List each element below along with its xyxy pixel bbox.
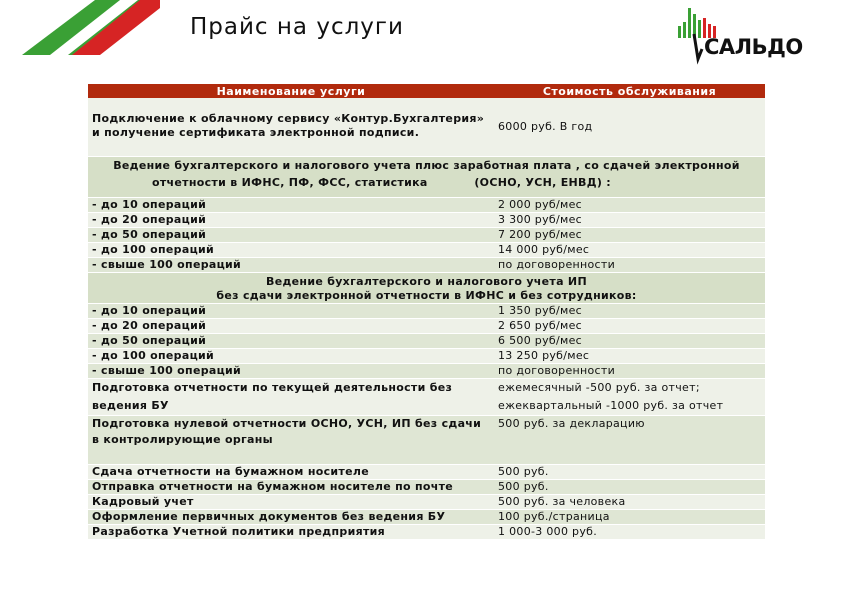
- service-name: - до 100 операций: [88, 349, 494, 364]
- section-title-line2b: (ОСНО, УСН, ЕНВД) :: [474, 176, 611, 189]
- table-row: [88, 349, 765, 364]
- table-row: [88, 319, 765, 334]
- service-name: Отправка отчетности на бумажном носителе по почте: [88, 480, 494, 495]
- service-name: - до 50 операций: [88, 228, 494, 243]
- service-price: 500 руб. за человека: [494, 495, 765, 510]
- logo-text: САЛЬДО: [704, 35, 803, 59]
- service-price: 2 000 руб/мес: [494, 198, 765, 213]
- section-title-line2a: отчетности в ИФНС, ПФ, ФСС, статистика: [152, 176, 428, 189]
- service-name: - до 10 операций: [88, 304, 494, 319]
- table-row: [88, 258, 765, 273]
- service-name: Кадровый учет: [88, 495, 494, 510]
- service-price: 1 350 руб/мес: [494, 304, 765, 319]
- service-price: по договоренности: [494, 364, 765, 379]
- service-name: - свыше 100 операций: [88, 258, 494, 273]
- service-name: Подготовка отчетности по текущей деятельности без ведения БУ: [88, 379, 494, 416]
- service-price: 7 200 руб/мес: [494, 228, 765, 243]
- page-title: Прайс на услуги: [190, 14, 404, 40]
- service-price: 100 руб./страница: [494, 510, 765, 525]
- table-row: [88, 510, 765, 525]
- service-name: - до 100 операций: [88, 243, 494, 258]
- service-name: Сдача отчетности на бумажном носителе: [88, 465, 494, 480]
- service-name: - до 10 операций: [88, 198, 494, 213]
- service-price: 500 руб.: [494, 480, 765, 495]
- service-name: Подготовка нулевой отчетности ОСНО, УСН, ИП без сдачи в контролирующие органы: [88, 416, 494, 465]
- section-title-line1: Ведение бухгалтерского и налогового учета ИП: [266, 275, 587, 288]
- table-header-row: [88, 84, 765, 98]
- service-price: 500 руб. за декларацию: [494, 416, 765, 465]
- service-name: - до 20 операций: [88, 319, 494, 334]
- service-name: - до 50 операций: [88, 334, 494, 349]
- table-row: [88, 228, 765, 243]
- service-price: 6 500 руб/мес: [494, 334, 765, 349]
- table-row: [88, 243, 765, 258]
- service-price: 6000 руб. В год: [494, 98, 765, 157]
- service-name: Разработка Учетной политики предприятия: [88, 525, 494, 540]
- column-header-service: Наименование услуги: [88, 84, 494, 98]
- service-price-monthly: ежемесячный -500 руб. за отчет;: [498, 381, 700, 394]
- section-header: [88, 273, 765, 304]
- table-row: [88, 416, 765, 465]
- table-row: [88, 495, 765, 510]
- service-price: 500 руб.: [494, 465, 765, 480]
- service-price: по договоренности: [494, 258, 765, 273]
- service-price: 1 000-3 000 руб.: [494, 525, 765, 540]
- section-header: [88, 157, 765, 198]
- table-row: [88, 198, 765, 213]
- service-price: 14 000 руб/мес: [494, 243, 765, 258]
- table-row: [88, 213, 765, 228]
- service-price: 13 250 руб/мес: [494, 349, 765, 364]
- table-row: [88, 379, 765, 416]
- service-price-quarterly: ежеквартальный -1000 руб. за отчет: [498, 399, 724, 412]
- column-header-price: Стоимость обслуживания: [494, 84, 765, 98]
- service-name: - до 20 операций: [88, 213, 494, 228]
- table-row: [88, 465, 765, 480]
- table-row: [88, 304, 765, 319]
- corner-stripes-decoration: [0, 0, 160, 70]
- table-row: [88, 334, 765, 349]
- table-row: [88, 98, 765, 157]
- service-name: Оформление первичных документов без ведения БУ: [88, 510, 494, 525]
- service-name: Подключение к облачному сервису «Контур.Бухгалтерия» и получение сертификата электронной подписи.: [88, 98, 494, 157]
- section-title-line1: Ведение бухгалтерского и налогового учета плюс заработная плата , со сдачей электронной: [113, 159, 740, 172]
- price-table: [88, 84, 765, 540]
- table-row: [88, 480, 765, 495]
- service-price: 3 300 руб/мес: [494, 213, 765, 228]
- service-name: - свыше 100 операций: [88, 364, 494, 379]
- service-price: 2 650 руб/мес: [494, 319, 765, 334]
- table-row: [88, 525, 765, 540]
- table-row: [88, 364, 765, 379]
- section-title-line2: без сдачи электронной отчетности в ИФНС и без сотрудников:: [216, 289, 637, 302]
